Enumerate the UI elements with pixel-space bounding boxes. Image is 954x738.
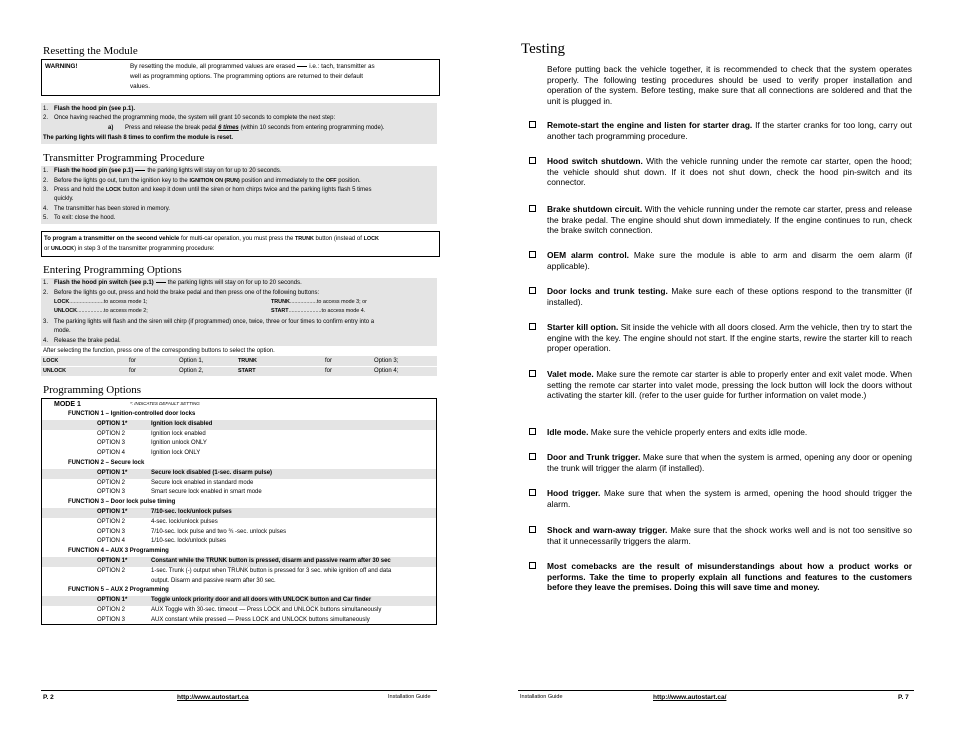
option-label: OPTION 4 <box>97 450 126 457</box>
testing-intro: Before putting back the vehicle together, it is recommended to check that the system operates properly. The following testing procedures should be used to verify proper installation and operation of the system. Before testing, make sure that all connections are soldered and that the unit is plugged in. <box>547 64 912 106</box>
entering-step1-num: 1. <box>43 280 49 286</box>
transmitter-step3-b: LOCK <box>105 187 121 193</box>
testing-item-title: Idle mode. <box>547 427 589 437</box>
reset-step2-num: 2. <box>43 115 49 121</box>
entering-step3-num: 3. <box>43 319 49 325</box>
mode-val-4: ......................to access mode 4. <box>288 308 366 314</box>
mode-val-3: ..................to access mode 3; or <box>289 299 367 305</box>
option-label: OPTION 3 <box>97 528 126 535</box>
reset-step1: Flash the hood pin (see p.1). <box>54 106 136 112</box>
mode-key-unlock: UNLOCK <box>54 308 78 314</box>
testing-item <box>547 488 912 509</box>
testing-item-text: If the starter cranks for too long, carry out another tach programming procedure. <box>547 120 912 141</box>
testing-item <box>547 525 912 546</box>
transmitter-step4-num: 4. <box>43 206 49 212</box>
testing-item-text: With the vehicle running under the remote car starter, press and release the brake pedal. The engine should shut down immediately. If the engine continues to run, check the brake switch connection. <box>547 204 913 236</box>
option-desc: Ignition lock disabled <box>151 420 213 427</box>
option-row <box>42 420 436 430</box>
option-desc: 4-sec. lock/unlock pulses <box>151 518 218 525</box>
testing-title: Testing <box>521 41 565 57</box>
testing-item <box>547 120 912 141</box>
checkbox-icon <box>529 323 536 330</box>
reset-step2: Once having reached the programming mode, the system will grant 10 seconds to complete the next step: <box>54 115 336 121</box>
key-opt-4: Option 4; <box>374 368 399 374</box>
key-for-3: for <box>325 358 333 364</box>
note-lock: LOCK <box>363 236 379 242</box>
option-desc: Secure lock enabled in standard mode <box>151 479 254 486</box>
option-row <box>42 508 436 518</box>
reset-step2a-post: (within 10 seconds from entering programming mode). <box>240 125 385 131</box>
testing-item <box>547 322 912 354</box>
function-title: FUNCTION 4 – AUX 3 Programming <box>68 548 169 555</box>
note-unlock: UNLOCK <box>51 246 75 252</box>
warning-label: WARNING! <box>45 63 78 70</box>
mode-key-lock: LOCK <box>54 299 70 305</box>
option-row <box>42 449 436 459</box>
option-row <box>42 616 436 626</box>
footer-page-left: P. 2 <box>43 694 54 701</box>
option-desc: 7/10-sec. lock pulse and two ¾ -sec. unlock pulses <box>151 528 287 535</box>
note-text-2: button (instead of <box>315 236 362 242</box>
footer-url-right[interactable]: http://www.autostart.ca/ <box>653 694 727 701</box>
option-label: OPTION 1* <box>97 420 128 427</box>
reset-step1-num: 1. <box>43 106 49 112</box>
option-desc: 1-sec. Trunk (-) output when TRUNK button is pressed for 3 sec. while ignition off and data <box>151 567 392 574</box>
testing-item <box>547 561 912 593</box>
option-row <box>42 469 436 479</box>
testing-item-title: Door locks and trunk testing. <box>547 286 668 296</box>
transmitter-step2-pre: Before the lights go out, turn the ignition key to the <box>54 178 188 184</box>
option-label: OPTION 2 <box>97 607 126 613</box>
entering-step3-cont: mode. <box>54 328 71 334</box>
key-unlock: UNLOCK <box>43 368 67 374</box>
checkbox-icon <box>529 489 536 496</box>
option-label: OPTION 1* <box>97 558 128 564</box>
option-row <box>42 567 436 577</box>
footer-guide-right: Installation Guide <box>520 694 563 700</box>
key-for-2: for <box>129 368 137 374</box>
option-label: OPTION 3 <box>97 489 126 496</box>
default-note: *: INDICATES DEFAULT SETTING <box>130 401 200 406</box>
testing-item-text: Make sure that when the system is armed, opening the hood should trigger the alarm. <box>547 488 912 509</box>
transmitter-step3-num: 3. <box>43 187 49 193</box>
option-row <box>42 479 436 489</box>
key-opt-3: Option 3; <box>374 358 399 364</box>
option-desc: Ignition unlock ONLY <box>151 440 207 447</box>
key-for-1: for <box>129 358 137 364</box>
warning-box <box>41 59 440 96</box>
entering-step2-num: 2. <box>43 290 49 296</box>
warning-text-2: i.e.: tach, transmitter as <box>309 63 375 70</box>
testing-item-text: Make sure the module is able to arm and disarm the oem alarm (if applicable). <box>547 250 912 271</box>
second-vehicle-note <box>41 231 440 257</box>
testing-item-text: Make sure the vehicle properly enters and exits idle mode. <box>588 427 808 437</box>
testing-item-title: Hood trigger. <box>547 488 601 498</box>
footer-page-right: P. 7 <box>898 694 909 701</box>
option-row <box>42 528 436 538</box>
testing-item <box>547 427 912 438</box>
testing-item-title: Door and Trunk trigger. <box>547 452 641 462</box>
testing-item <box>547 204 912 236</box>
transmitter-title: Transmitter Programming Procedure <box>43 152 205 164</box>
option-desc: Secure lock disabled (1-sec. disarm pulse) <box>151 469 273 476</box>
transmitter-step2-b2: OFF <box>325 178 337 184</box>
testing-item <box>547 156 912 188</box>
option-desc-cont: output. Disarm and passive rearm after 30 sec. <box>151 577 276 584</box>
transmitter-step1-num: 1. <box>43 168 49 174</box>
option-label: OPTION 2 <box>97 430 126 437</box>
testing-item <box>547 452 912 473</box>
transmitter-step4: The transmitter has been stored in memory. <box>54 206 170 212</box>
mode-label: MODE 1 <box>54 401 81 408</box>
footer-guide-left: Installation Guide <box>388 694 431 700</box>
option-label: OPTION 1* <box>97 469 128 476</box>
entering-step1: the parking lights will stay on for up to 20 seconds. <box>167 280 302 286</box>
option-row <box>42 430 436 440</box>
option-label: OPTION 2 <box>97 479 126 486</box>
transmitter-step3-cont: quickly. <box>54 196 74 202</box>
transmitter-step1: the parking lights will stay on for up to 20 seconds. <box>147 168 282 174</box>
key-opt-2: Option 2, <box>179 368 204 374</box>
function-title: FUNCTION 2 – Secure lock <box>68 460 145 466</box>
option-row <box>42 439 436 449</box>
reset-step2a-label: a) <box>108 125 114 131</box>
testing-item-title: Starter kill option. <box>547 322 619 332</box>
option-row-cont <box>42 577 436 587</box>
programming-options-table <box>41 398 437 625</box>
testing-item-text: Make sure that the shock works well and is not too sensitive so that it unnecessarily triggers the alarm. <box>547 525 912 546</box>
entering-step4-num: 4. <box>43 338 49 344</box>
option-desc: Smart secure lock enabled in smart mode <box>151 489 262 496</box>
testing-item-text: Sit inside the vehicle with all doors closed. Arm the vehicle, then try to start the engine with the key. The engine should not start. If the engine starts, rewire the starter kill to reach proper operation. <box>547 322 912 354</box>
mode-val-1: .......................to access mode 1; <box>69 299 148 305</box>
function-title: FUNCTION 1 – Ignition-controlled door locks <box>68 411 196 417</box>
transmitter-step2-mid: position and immediately to the <box>241 178 325 184</box>
checkbox-icon <box>529 428 536 435</box>
footer-url-left[interactable]: http://www.autostart.ca <box>177 694 249 701</box>
transmitter-step3-post: button and keep it down until the siren or horn chirps twice and the parking lights flash 5 times <box>122 187 372 193</box>
testing-item <box>547 286 912 307</box>
transmitter-step3-pre: Press and hold the <box>54 187 105 193</box>
testing-item <box>547 369 912 401</box>
testing-item-title: Remote-start the engine and listen for starter drag. <box>547 120 753 130</box>
transmitter-step2-post: position. <box>338 178 361 184</box>
mode-val-2: ..................to access mode 2; <box>77 308 148 314</box>
testing-item <box>547 250 912 271</box>
option-label: OPTION 3 <box>97 440 126 447</box>
option-label: OPTION 4 <box>97 538 126 545</box>
transmitter-step2-num: 2. <box>43 178 49 184</box>
note-trunk: TRUNK <box>295 236 314 242</box>
reset-title: Resetting the Module <box>43 45 138 57</box>
function-title: FUNCTION 3 – Door lock pulse timing <box>68 499 176 506</box>
transmitter-step5: To exit: close the hood. <box>54 215 116 221</box>
checkbox-icon <box>529 526 536 533</box>
warning-text-4: values. <box>130 83 150 90</box>
programming-title: Programming Options <box>43 384 142 396</box>
option-desc: 1/10-sec. lock/unlock pulses <box>151 538 227 545</box>
testing-item-title: Hood switch shutdown. <box>547 156 643 166</box>
transmitter-step1-bold: Flash the hood pin (see p.1) <box>54 168 134 174</box>
testing-item-title: Valet mode. <box>547 369 594 379</box>
testing-item-title: Shock and warn-away trigger. <box>547 525 668 535</box>
option-desc: Constant while the TRUNK button is pressed, disarm and passive rearm after 30 sec <box>151 558 391 564</box>
testing-item-text: With the vehicle running under the remote car starter, open the hood; the vehicle should shut down. If it does not shut down, check the hood pin-switch and its connector. <box>547 156 912 188</box>
entering-step2: Before the lights go out, press and hold the brake pedal and then press one of the following buttons: <box>54 290 320 296</box>
entering-after: After selecting the function, press one of the corresponding buttons to select the option. <box>43 348 275 354</box>
checkbox-icon <box>529 370 536 377</box>
option-label: OPTION 3 <box>97 616 126 623</box>
warning-text-3: well as programming options. The programming options are returned to their default <box>130 73 363 80</box>
transmitter-step5-num: 5. <box>43 215 49 221</box>
note-text-3: or <box>44 246 50 252</box>
note-text-1: for multi-car operation, you must press the <box>180 236 294 242</box>
checkbox-icon <box>529 121 536 128</box>
option-desc: Ignition lock ONLY <box>151 450 201 457</box>
reset-final: The parking lights will flash 8 times to confirm the module is reset. <box>43 135 234 141</box>
option-row <box>42 518 436 528</box>
option-desc: 7/10-sec. lock/unlock pulses <box>151 509 232 515</box>
checkbox-icon <box>529 251 536 258</box>
key-lock: LOCK <box>43 358 59 364</box>
testing-item-title: Brake shutdown circuit. <box>547 204 643 214</box>
reset-step2a-em: 6 times <box>218 125 239 131</box>
testing-item-title: OEM alarm control. <box>547 250 629 260</box>
reset-step2a-pre: Press and release the break pedal <box>125 125 217 131</box>
option-desc: AUX constant while pressed — Press LOCK and UNLOCK buttons simultaneously <box>151 616 370 623</box>
option-row <box>42 596 436 606</box>
key-for-4: for <box>325 368 333 374</box>
option-desc: AUX Toggle with 30-sec. timeout — Press LOCK and UNLOCK buttons simultaneously <box>151 607 382 613</box>
option-row <box>42 606 436 616</box>
checkbox-icon <box>529 287 536 294</box>
key-start: START <box>238 368 256 374</box>
option-label: OPTION 1* <box>97 597 128 604</box>
option-desc: Ignition lock enabled <box>151 430 206 437</box>
option-label: OPTION 2 <box>97 518 126 525</box>
note-text-4: ) in step 3 of the transmitter programming procedure: <box>74 246 215 252</box>
testing-item-text: Make sure each of these options respond to the transmitter (if installed). <box>547 286 912 307</box>
option-label: OPTION 1* <box>97 509 128 515</box>
entering-step1-bold: Flash the hood pin switch (see p.1) <box>54 280 154 286</box>
function-title: FUNCTION 5 – AUX 2 Programming <box>68 587 169 594</box>
mode-key-trunk: TRUNK <box>271 299 290 305</box>
entering-title: Entering Programming Options <box>43 264 182 276</box>
warning-text-1: By resetting the module, all programmed values are erased <box>130 63 296 70</box>
option-row <box>42 537 436 547</box>
key-trunk: TRUNK <box>238 358 257 364</box>
transmitter-step2-b1: IGNITION ON (RUN) <box>189 178 240 184</box>
testing-item-title: Most comebacks are the result of misunderstandings about how a product works or performs. Take the time to properly explain all functions and features to the customers before they leave the premises. Doing this will save time and money. <box>547 561 912 593</box>
mode-key-start: START <box>271 308 289 314</box>
option-desc: Toggle unlock priority door and all doors with UNLOCK button and Car finder <box>151 597 372 604</box>
checkbox-icon <box>529 453 536 460</box>
testing-item-text: Make sure that when the system is armed, opening any door or opening the trunk will trigger the alarm (if installed). <box>547 452 912 473</box>
checkbox-icon <box>529 205 536 212</box>
entering-step3: The parking lights will flash and the siren will chirp (if programmed) once, twice, three or four times to confirm entry into a <box>54 319 375 325</box>
testing-item-text: Make sure the remote car starter is able to properly enter and exit valet mode. When setting the remote car starter into valet mode, pressing the lock button will lock the doors without activating the starter kill. (refer to the user guide for further information on valet mode.) <box>547 369 912 401</box>
checkbox-icon <box>529 157 536 164</box>
option-label: OPTION 2 <box>97 567 126 574</box>
note-bold: To program a transmitter on the second vehicle <box>44 236 180 242</box>
option-row <box>42 557 436 567</box>
entering-step4: Release the brake pedal. <box>54 338 121 344</box>
option-row <box>42 488 436 498</box>
checkbox-icon <box>529 562 536 569</box>
key-opt-1: Option 1, <box>179 358 204 364</box>
